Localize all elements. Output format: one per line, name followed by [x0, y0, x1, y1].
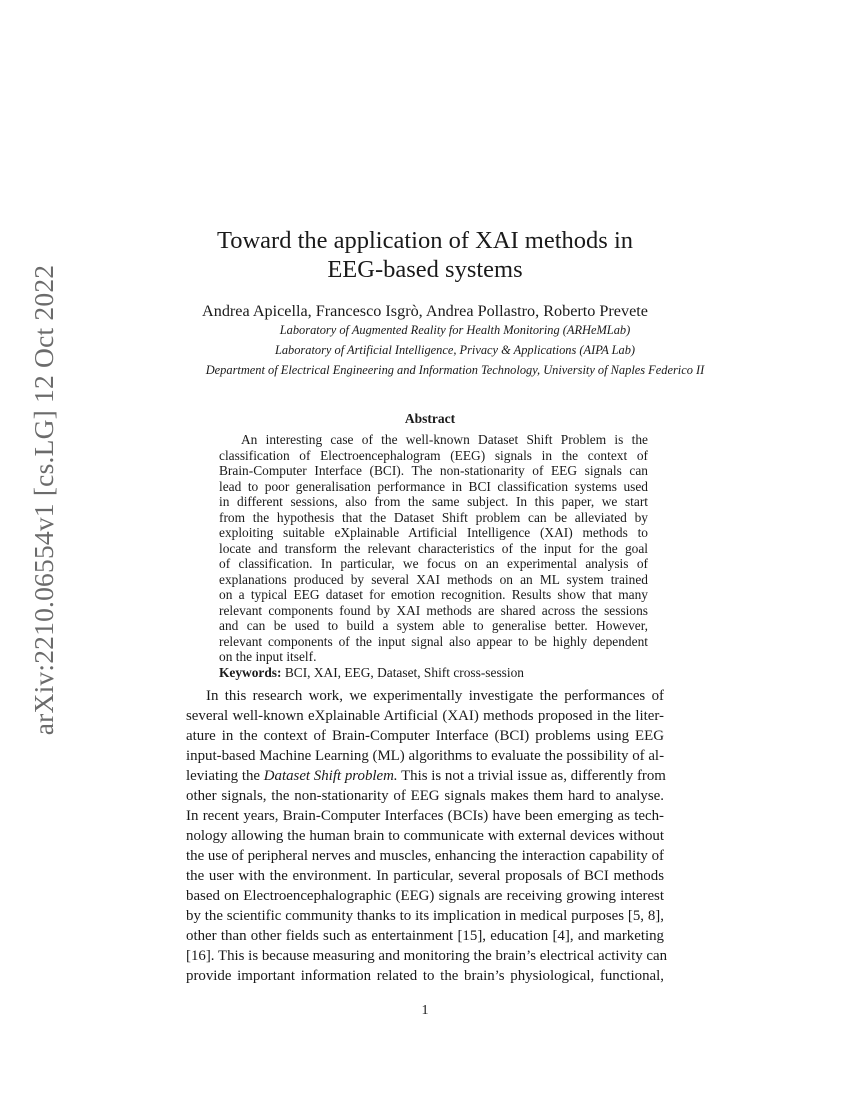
body-line: nology allowing the human brain to communicate with external devices without: [186, 828, 664, 844]
affiliation-3: Department of Electrical Engineering and Information Technology, University of Naples Federico II: [205, 363, 705, 377]
body-line: [186, 768, 664, 785]
abstract-line: An interesting case of the well-known Dataset Shift Problem is the: [241, 432, 648, 447]
abstract-line: of classification. In particular, we focus on an experimental analysis of: [219, 556, 648, 571]
abstract-line: Brain-Computer Interface (BCI). The non-stationarity of EEG signals can: [219, 463, 648, 478]
body-line: input-based Machine Learning (ML) algorithms to evaluate the possibility of al-: [186, 748, 665, 764]
abstract-line: on a typical EEG dataset for emotion recognition. Results show that many: [219, 587, 648, 602]
body-line: based on Electroencephalographic (EEG) signals are receiving growing interest: [186, 888, 664, 904]
body-line: several well-known eXplainable Artificial (XAI) methods proposed in the liter-: [186, 708, 664, 724]
abstract-line: exploiting suitable eXplainable Artificial Intelligence (XAI) methods to: [219, 525, 648, 540]
abstract-line: in different sessions, also from the same subject. In this paper, we start: [219, 494, 648, 509]
body-line: other than other fields such as entertainment [15], education [4], and marketing: [186, 928, 664, 944]
abstract-line: classification of Electroencephalogram (EEG) signals in the context of: [219, 447, 648, 463]
paper-title-line-1: Toward the application of XAI methods in: [216, 227, 634, 254]
author-list: Andrea Apicella, Francesco Isgrò, Andrea Pollastro, Roberto Prevete: [202, 302, 648, 320]
body-line: the use of peripheral nerves and muscles, enhancing the interaction capability of: [186, 848, 664, 864]
keywords-label: Keywords:: [219, 664, 282, 680]
body-line: [16]. This is because measuring and monitoring the brain’s electrical activity can: [186, 948, 668, 964]
body-text: This is not a trivial issue as, differently from: [397, 768, 666, 784]
abstract-line: relevant components found by XAI methods are shared across the sessions: [219, 602, 648, 618]
abstract-line: explanations produced by several XAI methods on an ML system trained: [219, 571, 648, 587]
abstract-line: relevant components of the input signal also appear to be highly dependent: [219, 633, 648, 649]
abstract-line: locate and transform the relevant characteristics of the input for the goal: [219, 540, 648, 556]
paper-title-line-2: EEG-based systems: [327, 256, 523, 283]
body-line: by the scientific community thanks to its implication in medical purposes [5, 8],: [186, 908, 664, 924]
body-line: other signals, the non-stationarity of EEG signals makes them hard to analyse.: [186, 788, 664, 804]
body-line: In recent years, Brain-Computer Interfaces (BCIs) have been emerging as tech-: [186, 808, 664, 824]
abstract-line: from the hypothesis that the Dataset Shift problem can be alleviated by: [219, 509, 648, 525]
abstract-line: and can be used to build a system able to generalise better. However,: [219, 618, 648, 633]
body-line: the user with the environment. In particular, several proposals of BCI methods: [186, 868, 664, 884]
abstract-line: on the input itself.: [219, 649, 317, 664]
body-line: ature in the context of Brain-Computer Interface (BCI) problems using EEG: [186, 728, 664, 744]
abstract-heading: Abstract: [404, 411, 456, 426]
body-line: provide important information related to the brain’s physiological, functional,: [186, 968, 664, 984]
keywords-list: BCI, XAI, EEG, Dataset, Shift cross-session: [284, 664, 524, 680]
body-text: leviating the: [186, 768, 264, 784]
body-line: In this research work, we experimentally investigate the performances of: [206, 688, 664, 704]
affiliation-1: Laboratory of Augmented Reality for Health Monitoring (ARHeMLab): [279, 323, 631, 337]
affiliation-2: Laboratory of Artificial Intelligence, Privacy & Applications (AIPA Lab): [274, 343, 636, 357]
arxiv-stamp-text: arXiv:2210.06554v1 [cs.LG] 12 Oct 2022: [28, 264, 59, 736]
keywords-line: [219, 665, 648, 681]
emphasized-term: Dataset Shift problem.: [263, 768, 398, 784]
abstract-line: lead to poor generalisation performance in BCI classification systems used: [219, 478, 648, 494]
page-number: 1: [421, 1003, 429, 1018]
